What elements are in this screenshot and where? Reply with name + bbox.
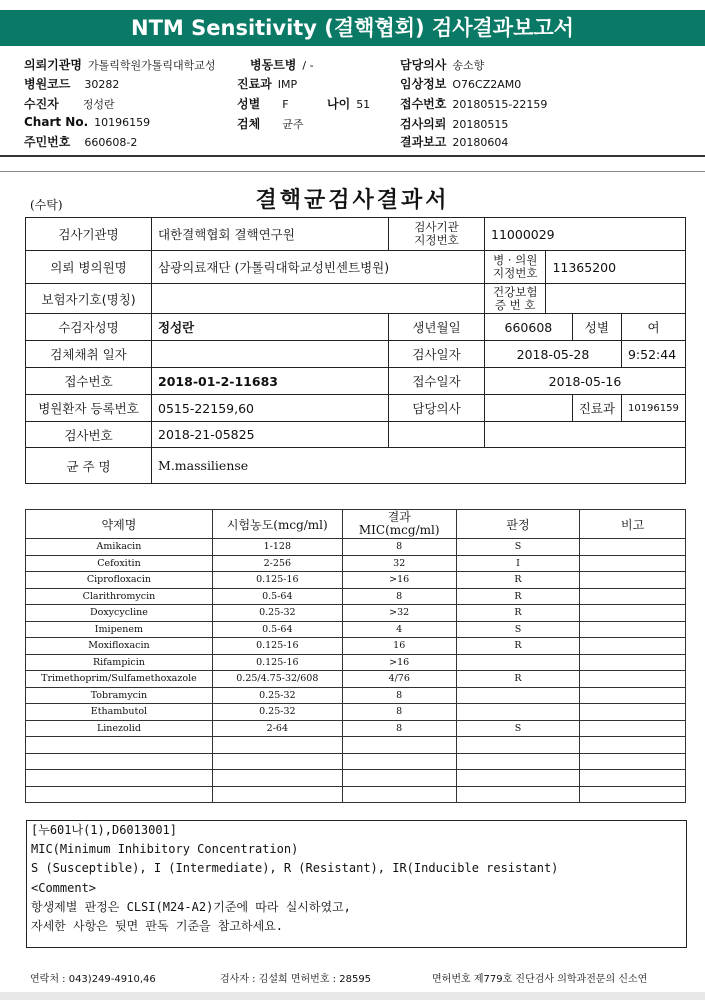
result-row <box>26 621 686 638</box>
result-row <box>26 572 686 589</box>
result-row <box>26 539 686 556</box>
result-mic: 8 <box>342 720 456 737</box>
result-drug: Doxycycline <box>26 605 213 622</box>
result-row-empty <box>26 753 686 770</box>
result-mic: 4 <box>342 621 456 638</box>
footer-tester: 검사자 : 김설희 면허번호 : 28595 <box>220 974 372 985</box>
result-row-empty <box>26 770 686 787</box>
result-range: 0.25-32 <box>212 605 342 622</box>
result-mic: 32 <box>342 555 456 572</box>
species-label: 균 주 명 <box>26 448 152 484</box>
result-row <box>26 704 686 721</box>
comment-line: 자세한 사항은 뒷면 판독 기준을 참고하세요. <box>31 919 284 934</box>
result-empty-cell <box>456 737 580 754</box>
header-interp: 판정 <box>456 510 580 539</box>
result-range: 0.25/4.75-32/608 <box>212 671 342 688</box>
results-table <box>25 509 686 803</box>
result-mic: >16 <box>342 572 456 589</box>
meta-clinical: 임상정보 O76CZ2AM0 <box>400 77 522 91</box>
result-empty-cell <box>342 737 456 754</box>
result-empty-cell <box>580 753 686 770</box>
result-mic: 8 <box>342 704 456 721</box>
hosp-name-label: 의뢰 병의원명 <box>26 251 152 284</box>
result-interp <box>456 654 580 671</box>
comment-line: <Comment> <box>31 880 97 895</box>
result-drug: Moxifloxacin <box>26 638 213 655</box>
result-note <box>580 621 686 638</box>
info-table <box>25 217 686 484</box>
result-interp: S <box>456 720 580 737</box>
result-interp: I <box>456 555 580 572</box>
result-drug: Ethambutol <box>26 704 213 721</box>
header-mic: 결과 MIC(mcg/ml) <box>342 510 456 539</box>
result-empty-cell <box>456 786 580 803</box>
result-note <box>580 572 686 589</box>
report-title: NTM Sensitivity (결핵협회) 검사결과보고서 <box>131 16 574 40</box>
meta-chart: Chart No. 10196159 <box>24 115 151 129</box>
result-mic: 8 <box>342 588 456 605</box>
result-interp: R <box>456 572 580 589</box>
result-note <box>580 671 686 688</box>
comment-line: 항생제별 판정은 CLSI(M24-A2)기준에 따라 실시하였고, <box>31 899 351 914</box>
receipt-date-value: 2018-05-16 <box>485 368 686 395</box>
result-row <box>26 671 686 688</box>
result-row <box>26 720 686 737</box>
result-empty-cell <box>456 753 580 770</box>
result-range: 0.25-32 <box>212 687 342 704</box>
meta-ward: 병동트병 / - <box>250 58 314 72</box>
result-range: 2-256 <box>212 555 342 572</box>
test-no-blank-1 <box>389 422 485 448</box>
meta-doctor: 담당의사 송소향 <box>400 58 485 72</box>
result-empty-cell <box>26 737 213 754</box>
result-mic: 8 <box>342 539 456 556</box>
meta-receipt: 접수번호 20180515-22159 <box>400 97 548 111</box>
result-mic: 8 <box>342 687 456 704</box>
lab-name-label: 검사기관명 <box>26 218 152 251</box>
test-date-value: 2018-05-28 <box>485 341 622 368</box>
reg-label: 병원환자 등록번호 <box>26 395 152 422</box>
insured-label: 보험자기호(명칭) <box>26 284 152 314</box>
result-interp: S <box>456 621 580 638</box>
result-range: 0.125-16 <box>212 654 342 671</box>
meta-specimen: 검체 균주 <box>237 117 304 131</box>
sex-label: 성별 <box>572 314 621 341</box>
result-empty-cell <box>342 786 456 803</box>
collect-label: 검체채취 일자 <box>26 341 152 368</box>
result-drug: Tobramycin <box>26 687 213 704</box>
doctor-value <box>485 395 573 422</box>
results-body <box>26 539 686 803</box>
result-row <box>26 638 686 655</box>
meta-age: 나이 51 <box>327 97 371 111</box>
result-row <box>26 555 686 572</box>
result-empty-cell <box>212 786 342 803</box>
result-empty-cell <box>580 737 686 754</box>
result-note <box>580 638 686 655</box>
test-date-label: 검사일자 <box>389 341 485 368</box>
result-interp <box>456 704 580 721</box>
result-range: 0.5-64 <box>212 621 342 638</box>
hosp-name-value: 삼광의료재단 (가톨릭대학교성빈센트병원) <box>152 251 485 284</box>
form-title: 결핵균검사결과서 <box>255 187 450 213</box>
result-range: 0.125-16 <box>212 638 342 655</box>
meta-dept: 진료과 IMP <box>237 77 298 91</box>
result-interp <box>456 687 580 704</box>
dept-label: 진료과 <box>572 395 621 422</box>
result-row <box>26 588 686 605</box>
doctor-label: 담당의사 <box>389 395 485 422</box>
result-drug: Trimethoprim/Sulfamethoxazole <box>26 671 213 688</box>
insured-value <box>152 284 485 314</box>
result-row <box>26 654 686 671</box>
header-separator <box>0 155 705 157</box>
result-note <box>580 539 686 556</box>
receipt-label: 접수번호 <box>26 368 152 395</box>
result-range: 2-64 <box>212 720 342 737</box>
result-range: 0.25-32 <box>212 704 342 721</box>
result-mic: 4/76 <box>342 671 456 688</box>
patient-value: 정성란 <box>152 314 389 341</box>
result-interp: R <box>456 588 580 605</box>
header-separator-thin <box>0 171 705 172</box>
meta-hospital-code: 병원코드 30282 <box>24 77 120 91</box>
test-no-blank-2 <box>485 422 686 448</box>
comment-line: MIC(Minimum Inhibitory Concentration) <box>31 842 299 857</box>
result-range: 0.125-16 <box>212 572 342 589</box>
header-range: 시험농도(mcg/ml) <box>212 510 342 539</box>
sex-value: 여 <box>621 314 685 341</box>
result-mic: >32 <box>342 605 456 622</box>
lab-no-label: 검사기관 지정번호 <box>389 218 485 251</box>
dob-label: 생년월일 <box>389 314 485 341</box>
test-no-label: 검사번호 <box>26 422 152 448</box>
result-row-empty <box>26 737 686 754</box>
result-note <box>580 555 686 572</box>
result-row <box>26 687 686 704</box>
ins-card-label: 건강보험 증 번 호 <box>485 284 546 314</box>
result-note <box>580 588 686 605</box>
result-empty-cell <box>26 786 213 803</box>
result-note <box>580 605 686 622</box>
dob-value: 660608 <box>485 314 573 341</box>
header-note: 비고 <box>580 510 686 539</box>
result-empty-cell <box>342 770 456 787</box>
result-note <box>580 654 686 671</box>
hosp-no-value: 11365200 <box>546 251 686 284</box>
result-drug: Ciprofloxacin <box>26 572 213 589</box>
result-interp: R <box>456 605 580 622</box>
result-note <box>580 687 686 704</box>
patient-label: 수검자성명 <box>26 314 152 341</box>
result-empty-cell <box>212 737 342 754</box>
result-range: 1-128 <box>212 539 342 556</box>
result-empty-cell <box>212 770 342 787</box>
result-drug: Imipenem <box>26 621 213 638</box>
result-empty-cell <box>26 753 213 770</box>
result-drug: Cefoxitin <box>26 555 213 572</box>
comment-line: [누601나(1),D6013001] <box>31 823 178 837</box>
meta-sex: 성별 F <box>237 97 289 111</box>
result-row-empty <box>26 786 686 803</box>
comment-box <box>26 820 687 948</box>
result-interp: S <box>456 539 580 556</box>
meta-report: 결과보고 20180604 <box>400 135 509 149</box>
test-time-value: 9:52:44 <box>621 341 685 368</box>
result-empty-cell <box>456 770 580 787</box>
hosp-no-label: 병 · 의원 지정번호 <box>485 251 546 284</box>
collect-value <box>152 341 389 368</box>
bottom-bar <box>0 992 705 1000</box>
footer-contact: 연락처 : 043)249-4910,46 <box>30 974 156 985</box>
form-label-left: (수탁) <box>30 198 63 212</box>
lab-name-value: 대한결핵협회 결핵연구원 <box>152 218 389 251</box>
result-empty-cell <box>580 770 686 787</box>
reg-value: 0515-22159,60 <box>152 395 389 422</box>
meta-institution: 의뢰기관명 가톨릭학원가톨릭대학교성 <box>24 58 216 72</box>
meta-patient: 수진자 정성란 <box>24 97 115 111</box>
result-mic: >16 <box>342 654 456 671</box>
receipt-date-label: 접수일자 <box>389 368 485 395</box>
ins-card-value <box>546 284 686 314</box>
dept-value: 10196159 <box>621 395 685 422</box>
lab-no-value: 11000029 <box>485 218 686 251</box>
result-drug: Amikacin <box>26 539 213 556</box>
result-note <box>580 720 686 737</box>
result-empty-cell <box>580 786 686 803</box>
meta-rrn: 주민번호 660608-2 <box>24 135 138 149</box>
result-interp: R <box>456 671 580 688</box>
result-row <box>26 605 686 622</box>
result-drug: Clarithromycin <box>26 588 213 605</box>
test-no-value: 2018-21-05825 <box>152 422 389 448</box>
comment-line: S (Susceptible), I (Intermediate), R (Resistant), IR(Inducible resistant) <box>31 861 559 876</box>
result-drug: Linezolid <box>26 720 213 737</box>
receipt-value: 2018-01-2-11683 <box>152 368 389 395</box>
meta-request: 검사의뢰 20180515 <box>400 117 509 131</box>
result-empty-cell <box>212 753 342 770</box>
result-interp: R <box>456 638 580 655</box>
result-drug: Rifampicin <box>26 654 213 671</box>
result-range: 0.5-64 <box>212 588 342 605</box>
result-mic: 16 <box>342 638 456 655</box>
report-title-bar <box>0 10 705 46</box>
result-empty-cell <box>26 770 213 787</box>
result-empty-cell <box>342 753 456 770</box>
header-drug: 약제명 <box>26 510 213 539</box>
result-note <box>580 704 686 721</box>
species-value: M.massiliense <box>152 448 686 484</box>
footer-license: 면허번호 제779호 진단검사 의학과전문의 신소연 <box>432 974 648 985</box>
